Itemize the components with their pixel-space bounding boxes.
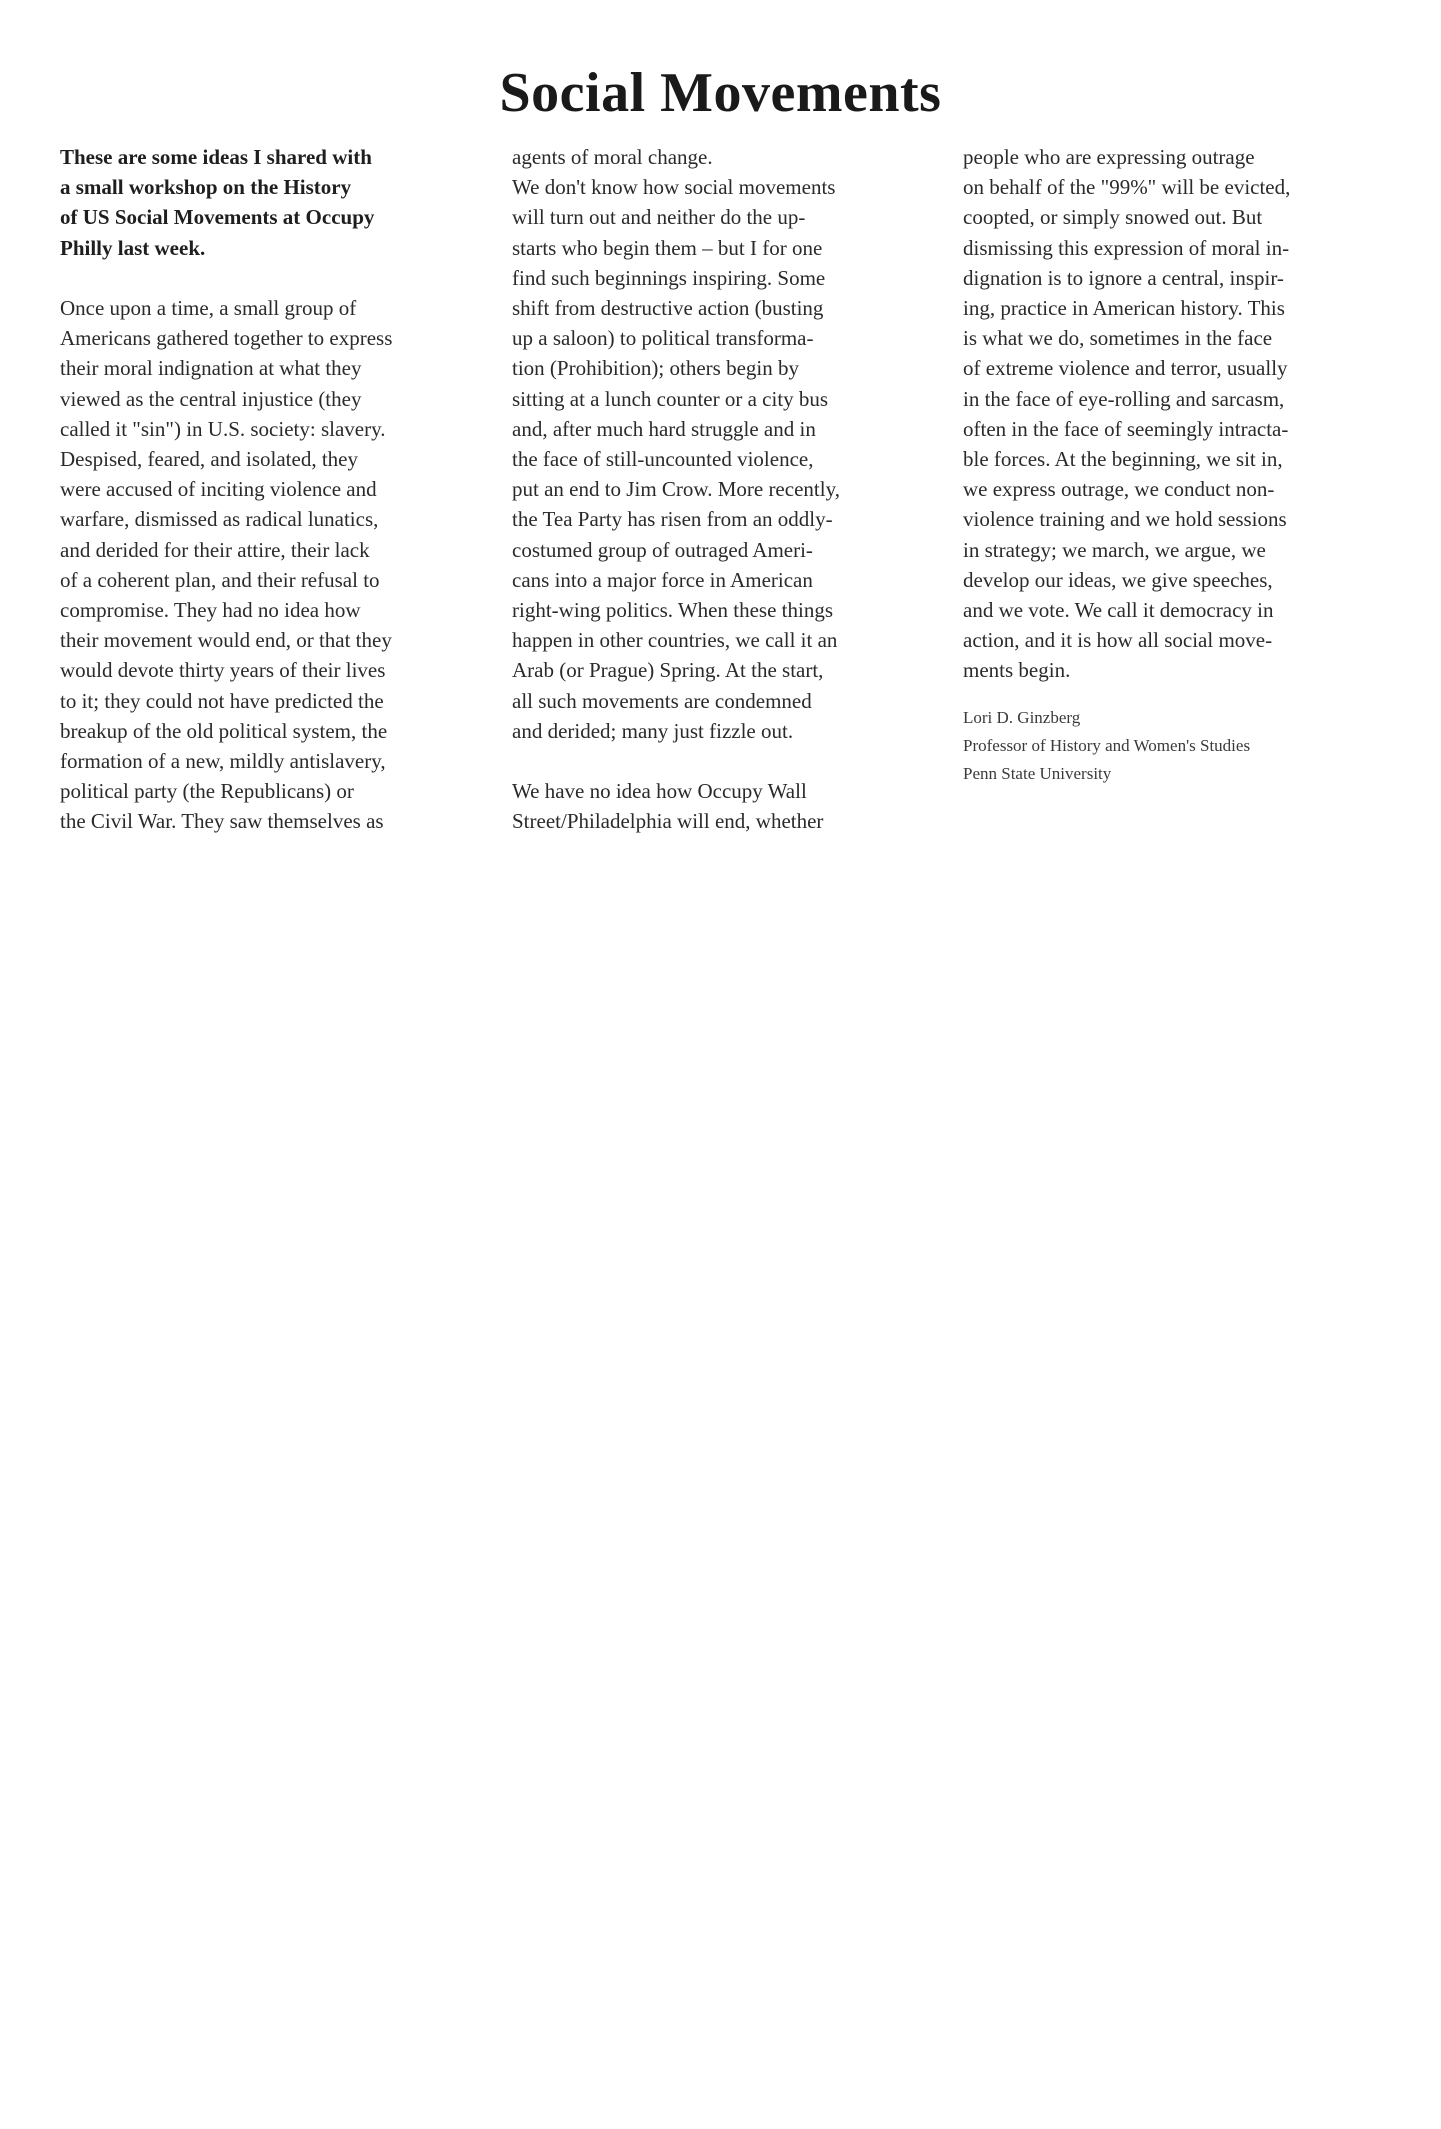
text-line: tion (Prohibition); others begin by <box>512 356 799 381</box>
text-line: Street/Philadelphia will end, whether <box>512 809 824 834</box>
text-line: compromise. They had no idea how <box>60 598 361 623</box>
text-line: breakup of the old political system, the <box>60 718 388 743</box>
text-line: and we vote. We call it democracy in <box>963 598 1274 623</box>
text-line: costumed group of outraged Ameri- <box>512 537 813 562</box>
text-line: ing, practice in American history. This <box>963 296 1285 321</box>
text-line: the Tea Party has risen from an oddly- <box>512 507 833 532</box>
text-line: often in the face of seemingly intracta- <box>963 416 1289 441</box>
text-line: Despised, feared, and isolated, they <box>60 447 358 472</box>
text-line: political party (the Republicans) or <box>60 779 354 804</box>
text-line: all such movements are condemned <box>512 688 812 713</box>
body-paragraph-2 <box>512 142 952 746</box>
body-paragraph-1 <box>60 293 500 837</box>
text-line: We don't know how social movements <box>512 175 836 200</box>
text-line: shift from destructive action (busting <box>512 296 824 321</box>
text-line: in strategy; we march, we argue, we <box>963 537 1266 562</box>
page-title: Social Movements <box>499 62 942 124</box>
text-line: people who are expressing outrage <box>963 145 1255 169</box>
text-line: dismissing this expression of moral in- <box>963 235 1290 260</box>
column-2 <box>512 142 952 837</box>
text-line: up a saloon) to political transforma- <box>512 326 814 351</box>
text-line: put an end to Jim Crow. More recently, <box>512 477 840 502</box>
text-line: develop our ideas, we give speeches, <box>963 567 1273 592</box>
text-line: the face of still-uncounted violence, <box>512 447 814 472</box>
text-line: the Civil War. They saw themselves as <box>60 809 384 834</box>
text-line: called it "sin") in U.S. society: slavery. <box>60 416 386 441</box>
text-line: their moral indignation at what they <box>60 356 362 381</box>
paragraph-gap <box>60 263 500 293</box>
signature-block <box>963 704 1403 788</box>
column-3 <box>963 142 1403 788</box>
text-line: is what we do, sometimes in the face <box>963 326 1273 351</box>
text-line: agents of moral change. <box>512 145 713 169</box>
paragraph-gap <box>512 746 952 776</box>
text-line: happen in other countries, we call it an <box>512 628 838 653</box>
text-line: to it; they could not have predicted the <box>60 688 384 713</box>
intro-paragraph <box>60 142 500 263</box>
text-line: ments begin. <box>963 658 1071 683</box>
text-line: a small workshop on the History <box>60 175 352 200</box>
text-line: Americans gathered together to express <box>60 326 393 351</box>
text-line: Once upon a time, a small group of <box>60 296 357 320</box>
author-institution: Penn State University <box>963 763 1112 783</box>
text-line: we express outrage, we conduct non- <box>963 477 1275 502</box>
text-line: Philly last week. <box>60 235 206 260</box>
text-line: were accused of inciting violence and <box>60 477 377 502</box>
text-line: ble forces. At the beginning, we sit in, <box>963 447 1283 472</box>
text-line: warfare, dismissed as radical lunatics, <box>60 507 379 532</box>
text-line: formation of a new, mildly antislavery, <box>60 749 386 774</box>
text-line: right-wing politics. When these things <box>512 598 833 623</box>
text-line: Arab (or Prague) Spring. At the start, <box>512 658 824 683</box>
text-line: and derided for their attire, their lack <box>60 537 370 562</box>
text-line: cans into a major force in American <box>512 567 813 592</box>
text-line: of extreme violence and terror, usually <box>963 356 1288 381</box>
column-1 <box>60 142 500 837</box>
text-line: on behalf of the "99%" will be evicted, <box>963 175 1291 200</box>
text-line: and derided; many just fizzle out. <box>512 718 794 743</box>
text-line: their movement would end, or that they <box>60 628 392 653</box>
text-line: These are some ideas I shared with <box>60 145 372 169</box>
body-paragraph-3 <box>512 776 952 836</box>
text-line: We have no idea how Occupy Wall <box>512 779 807 804</box>
body-paragraph-3-continued <box>963 142 1403 686</box>
text-line: starts who begin them – but I for one <box>512 235 823 260</box>
text-line: in the face of eye-rolling and sarcasm, <box>963 386 1285 411</box>
text-line: would devote thirty years of their lives <box>60 658 386 683</box>
text-line: and, after much hard struggle and in <box>512 416 816 441</box>
text-line: coopted, or simply snowed out. But <box>963 205 1263 230</box>
author-position: Professor of History and Women's Studies <box>963 735 1251 755</box>
text-line: find such beginnings inspiring. Some <box>512 265 826 290</box>
text-line: action, and it is how all social move- <box>963 628 1273 653</box>
text-line: of a coherent plan, and their refusal to <box>60 567 380 592</box>
author-name: Lori D. Ginzberg <box>963 707 1081 727</box>
text-line: violence training and we hold sessions <box>963 507 1287 532</box>
text-line: of US Social Movements at Occupy <box>60 205 375 230</box>
text-line: sitting at a lunch counter or a city bus <box>512 386 829 411</box>
text-line: dignation is to ignore a central, inspir- <box>963 265 1284 290</box>
text-line: will turn out and neither do the up- <box>512 205 806 230</box>
text-line: viewed as the central injustice (they <box>60 386 362 411</box>
